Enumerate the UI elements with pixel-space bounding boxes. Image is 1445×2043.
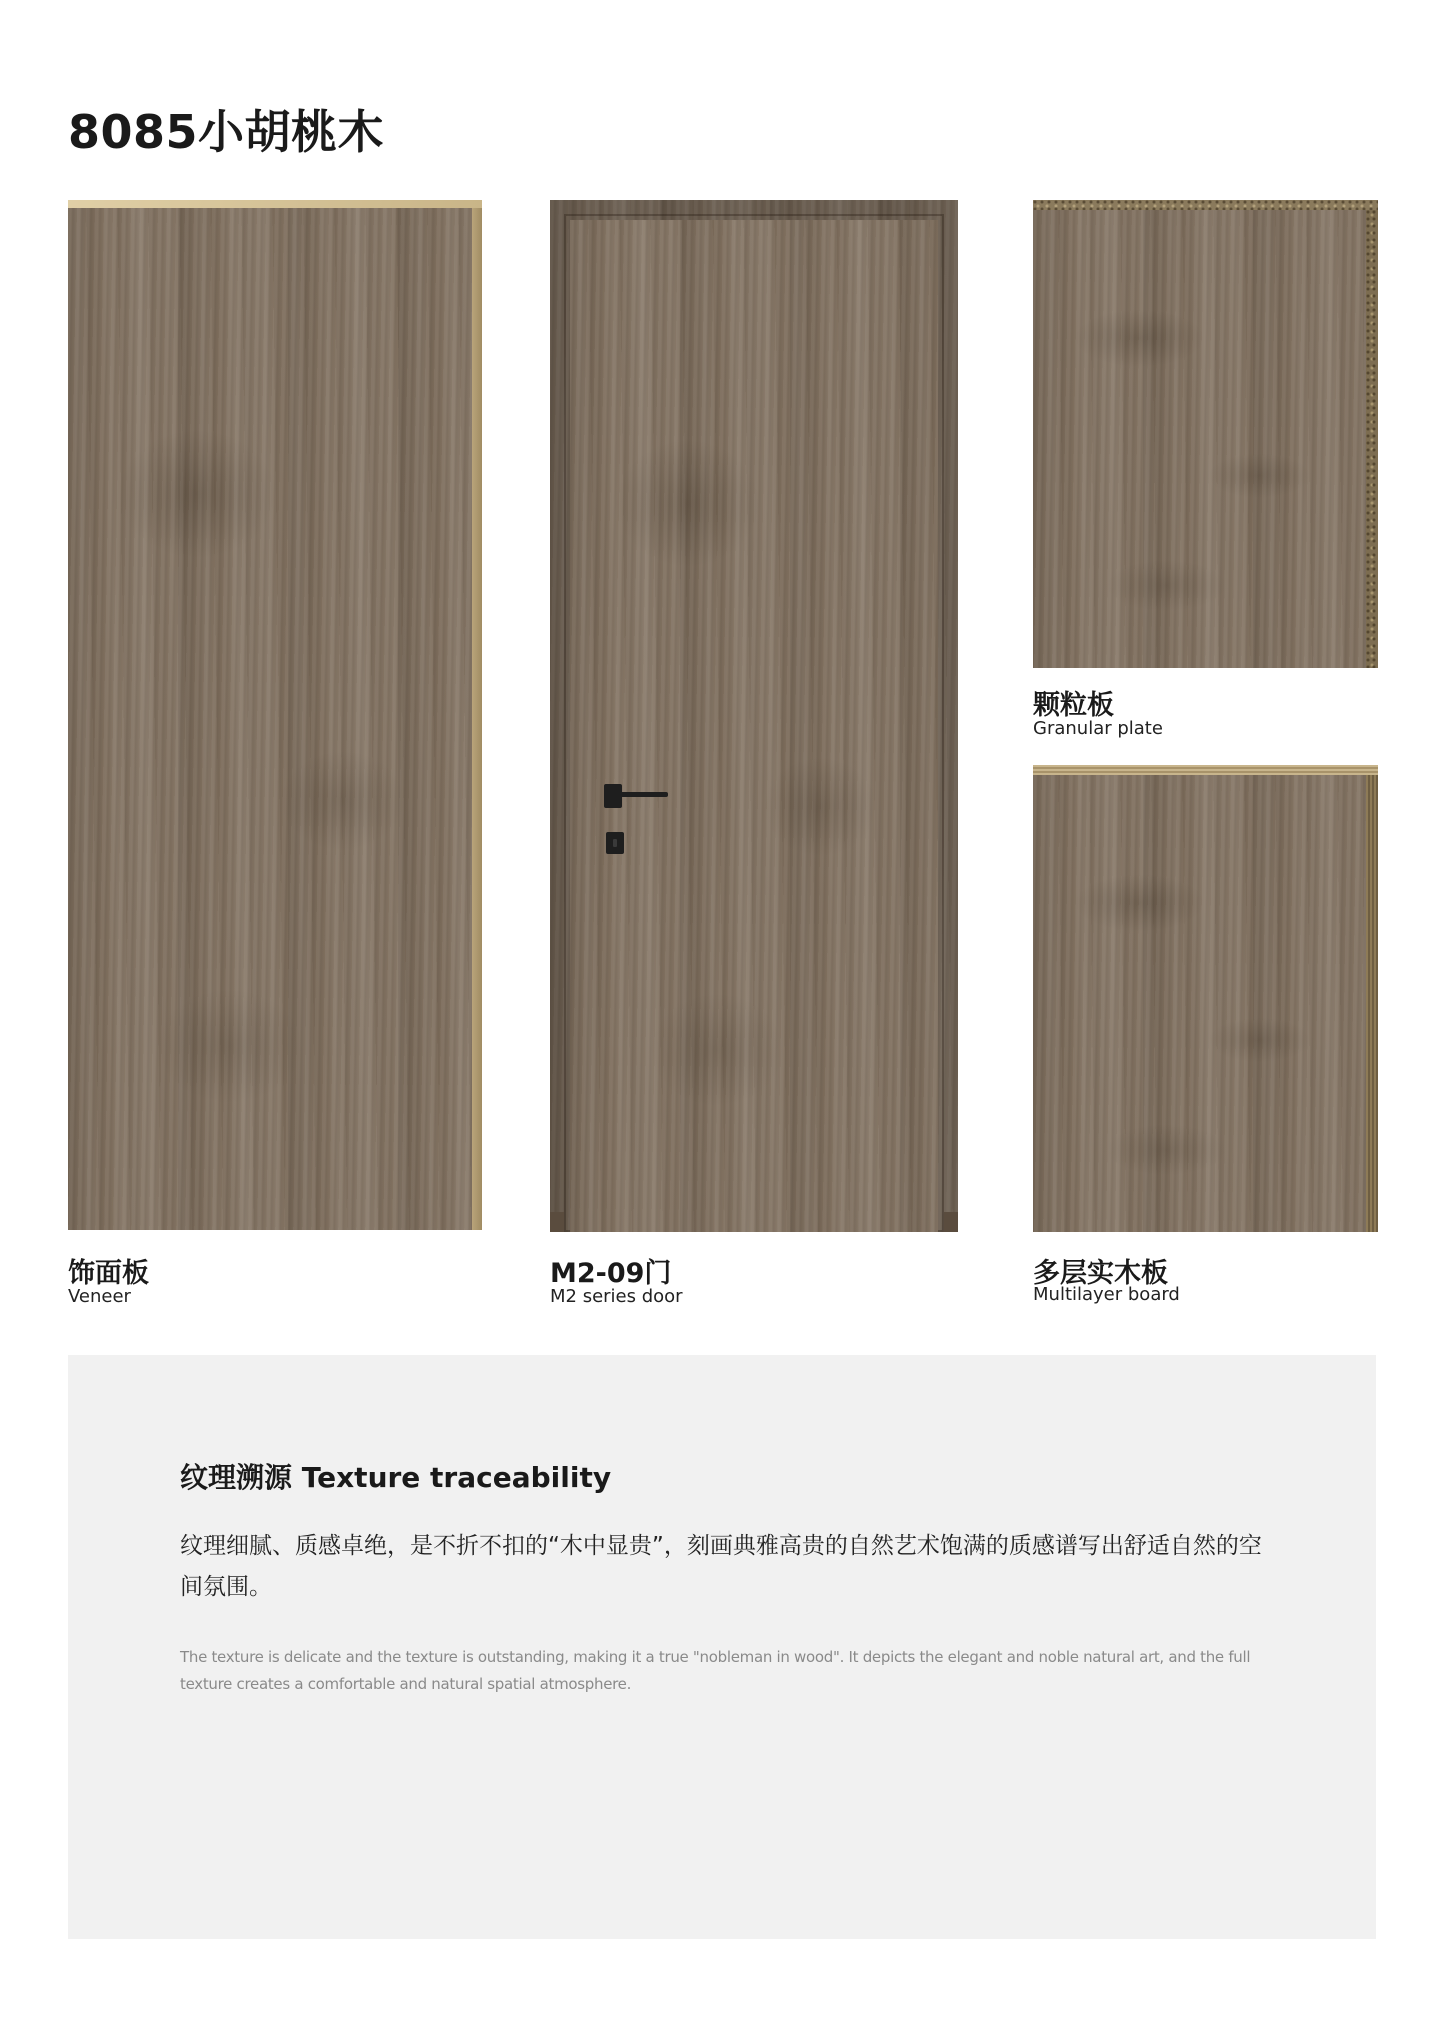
door-handle-lever-icon[interactable] [612, 792, 668, 797]
veneer-panel-image [68, 200, 482, 1230]
texture-description-cn: 纹理细腻、质感卓绝，是不折不扣的“木中显贵”，刻画典雅高贵的自然艺术饱满的质感谱写出舒适自然的空间氛围。 [180, 1533, 1262, 1600]
granular-side-edge [1366, 210, 1378, 668]
granular-label-en: Granular plate [1033, 718, 1163, 739]
veneer-label: 饰面板 [68, 1258, 149, 1289]
veneer-face [68, 208, 472, 1230]
page-title: 8085小胡桃木 [68, 105, 385, 159]
door-bottom-left-foot [550, 1212, 564, 1232]
door-label-en: M2 series door [550, 1286, 683, 1307]
veneer-side-edge [472, 208, 482, 1230]
granular-label: 颗粒板 [1033, 690, 1114, 721]
multilayer-side-edge [1366, 775, 1378, 1232]
door-bottom-right-foot [944, 1212, 958, 1232]
door-leaf [570, 220, 938, 1232]
veneer-top-edge [68, 200, 482, 208]
granular-plate-image [1033, 200, 1378, 668]
multilayer-board-image [1033, 765, 1378, 1232]
multilayer-label-en: Multilayer board [1033, 1284, 1180, 1305]
veneer-label-en: Veneer [68, 1286, 131, 1307]
door-lock-keyhole-icon [613, 839, 617, 847]
multilayer-face [1033, 775, 1366, 1232]
multilayer-top-edge [1033, 765, 1378, 775]
door-label: M2-09门 [550, 1258, 672, 1289]
granular-face [1033, 210, 1366, 668]
texture-section-title: 纹理溯源 Texture traceability [180, 1461, 612, 1494]
door-image [550, 200, 958, 1232]
granular-top-edge [1033, 200, 1378, 210]
texture-description-en: The texture is delicate and the texture is outstanding, making it a true "nobleman in wood". It depicts the elegant and noble natural art, and the full texture creates a comfortable and natural spatial atmosphere. [180, 1648, 1251, 1693]
multilayer-label: 多层实木板 [1033, 1258, 1168, 1289]
